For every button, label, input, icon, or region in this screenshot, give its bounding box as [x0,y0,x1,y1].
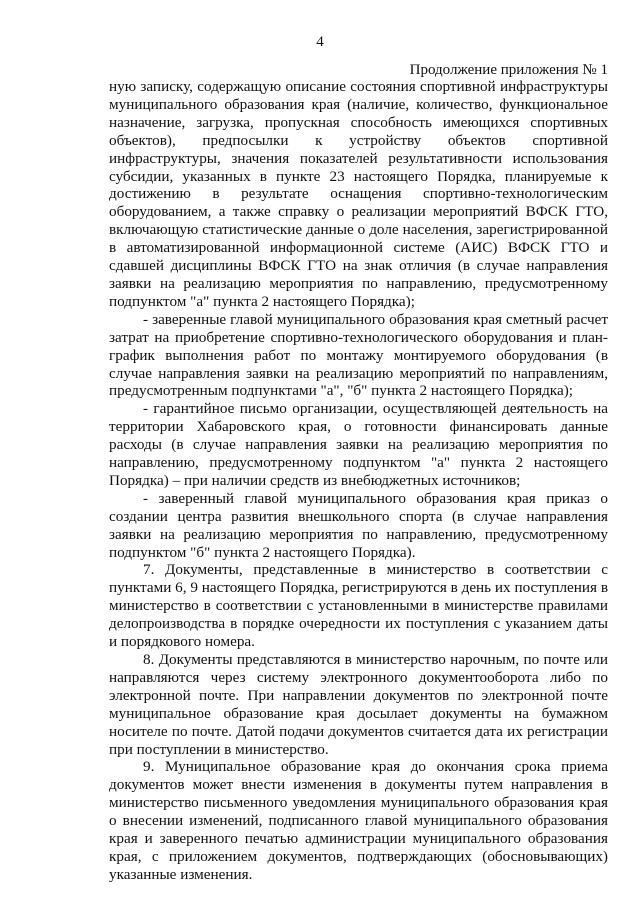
paragraph-item-8: 8. Документы представляются в министерство нарочным, по почте или направляются через систему электронного документооборота либо по электронной почте. При направлении документов по электронной почте муниципальное образование края досылает документы на бумажном носителе по почте. Датой подачи документов считается дата их регистрации при поступлении в министерство. [109,651,608,758]
paragraph-item-9: 9. Муниципальное образование края до окончания срока приема документов может внести изменения в документы путем направления в министерство письменного уведомления муниципального образования края о внесении изменений, подписанного главой муниципального образования края и заверенного печатью администрации муниципального образования края, с приложением документов, подтверждающих (обосновывающих) указанные изменения. [109,758,608,883]
page-number: 4 [316,34,324,50]
paragraph-continued: ную записку, содержащую описание состояния спортивной инфраструктуры муниципального образования края (наличие, количество, функциональное назначение, загрузка, пропускная способность имеющихся спортивных объектов), предпосылки к устройству объектов спортивной инфраструктуры, значения показателей результативности использования субсидии, указанных в пункте 23 настоящего Порядка, планируемые к достижению в результате оснащения спортивно-технологическим оборудованием, а также справку о реализации мероприятий ВФСК ГТО, включающую статистические данные о доле населения, зарегистрированной в автоматизированной информационной системе (АИС) ВФСК ГТО и сдавшей дисциплины ВФСК ГТО на знак отличия (в случае направления заявки на реализацию мероприятия по направлению, предусмотренному подпунктом "а" пункта 2 настоящего Порядка); [109,78,608,310]
document-body [109,78,608,884]
paragraph-order-list-item: - заверенный главой муниципального образования края приказ о создании центра развития внешкольного спорта (в случае направления заявки на реализацию мероприятия по направлению, предусмотренному подпунктом "б" пункта 2 настоящего Порядка). [109,489,608,561]
paragraph-item-7: 7. Документы, представленные в министерство в соответствии с пунктами 6, 9 настоящего Порядка, регистрируются в день их поступления в министерство в соответствии с установленными в министерстве правилами делопроизводства в порядке очередности их поступления с указанием даты и порядкового номера. [109,561,608,651]
paragraph-estimate-list-item: - заверенные главой муниципального образования края сметный расчет затрат на приобретение спортивно-технологического оборудования и план-график выполнения работ по монтажу монтируемого оборудования (в случае направления заявки на реализацию мероприятий по направлениям, предусмотренным подпунктами "а", "б" пункта 2 настоящего Порядка); [109,310,608,400]
paragraph-guarantee-letter-list-item: - гарантийное письмо организации, осуществляющей деятельность на территории Хабаровского края, о готовности финансировать данные расходы (в случае направления заявки на реализацию мероприятия по направлению, предусмотренному подпунктом "а" пункта 2 настоящего Порядка) – при наличии средств из внебюджетных источников; [109,400,608,489]
appendix-continuation-label: Продолжение приложения № 1 [409,62,608,78]
